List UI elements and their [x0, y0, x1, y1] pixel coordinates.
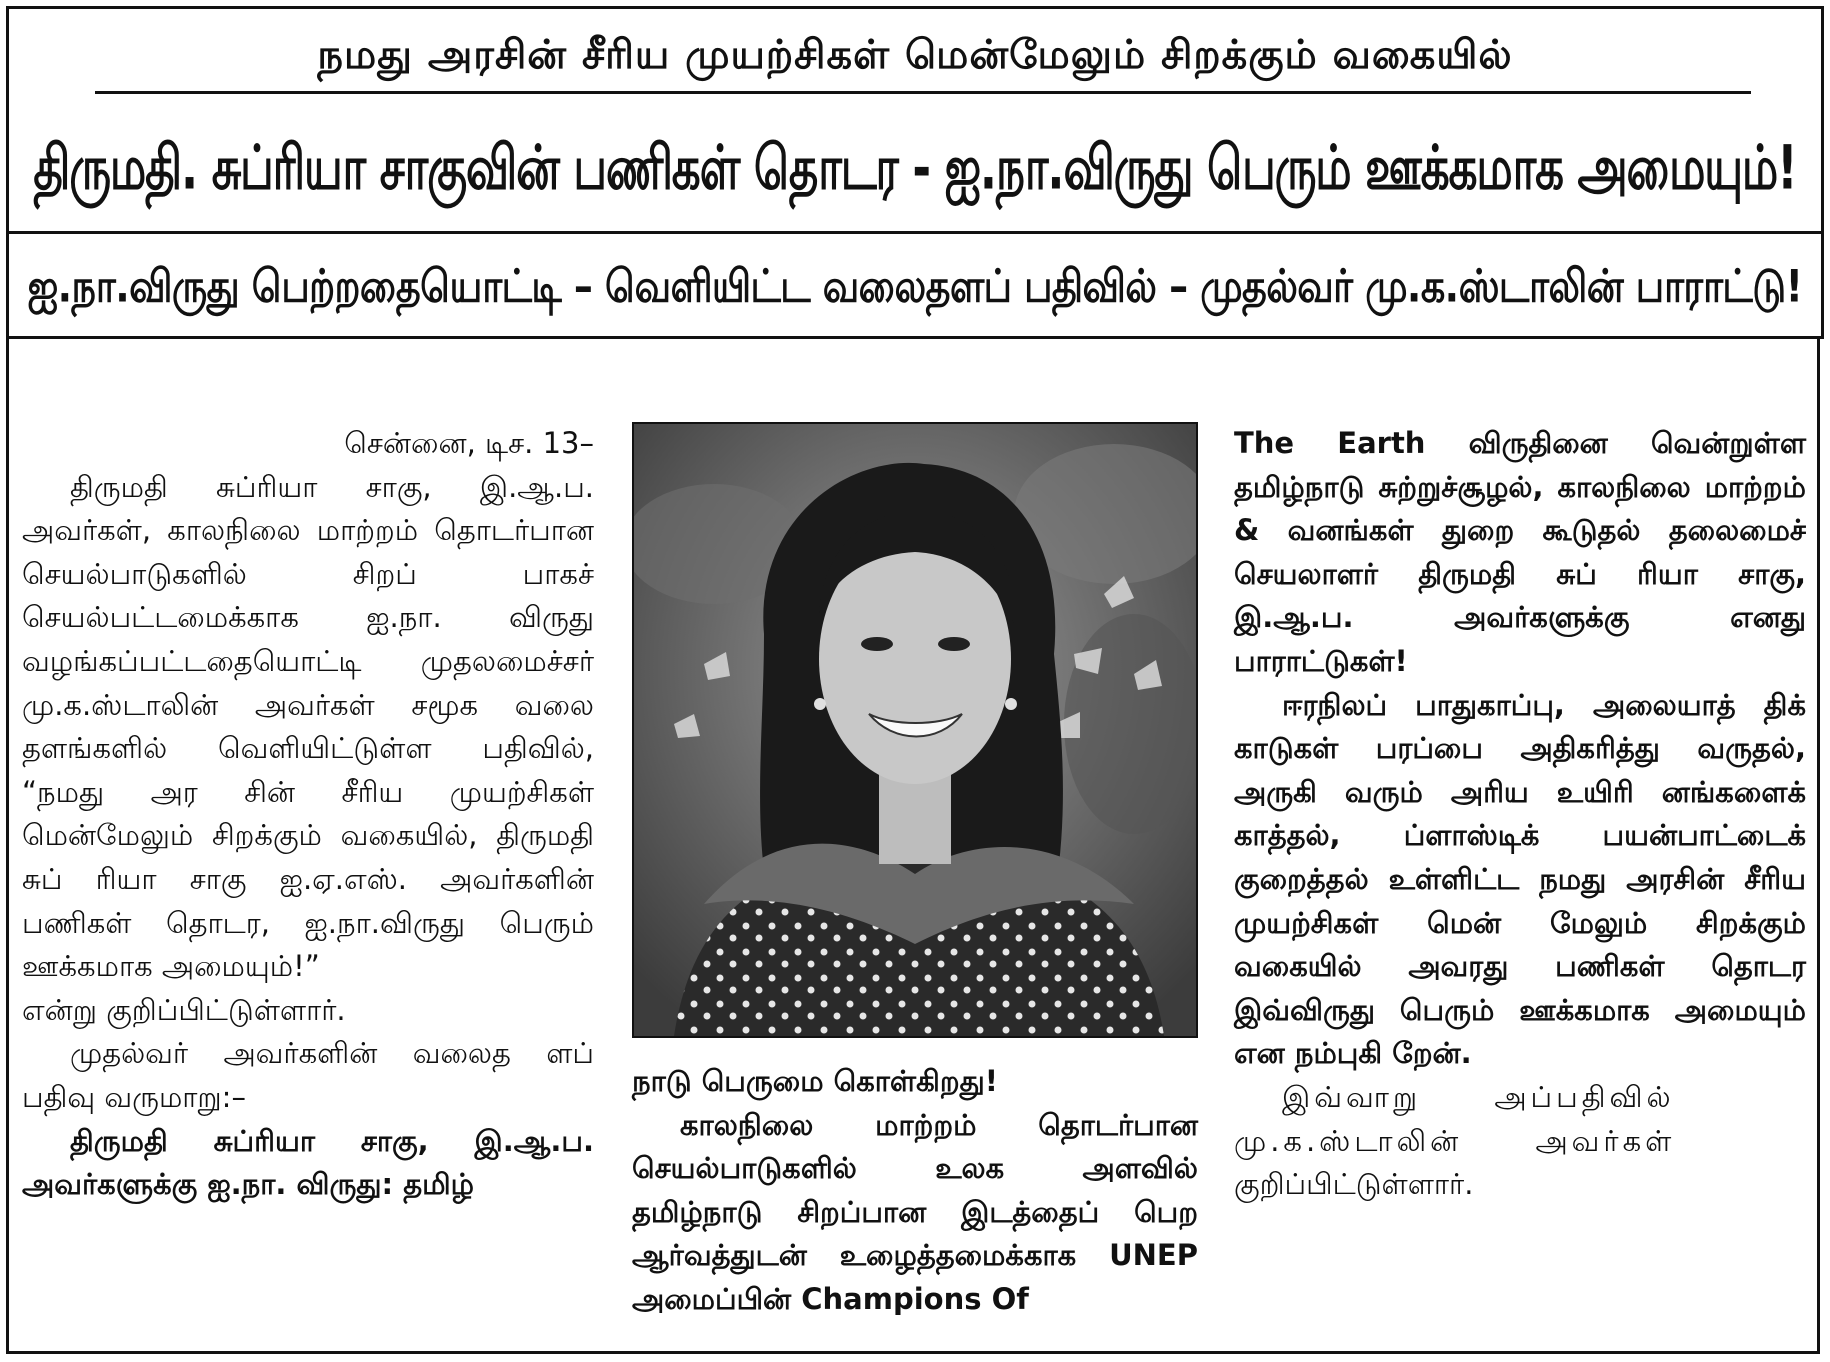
- right-paragraph-3-line-2: மு.க.ஸ்டாலின் அவர்கள்: [1234, 1123, 1676, 1158]
- main-headline: திருமதி. சுப்ரியா சாகுவின் பணிகள் தொடர - ஐ.நா.விருது பெரும் ஊக்கமாக அமையும்!: [33, 131, 1797, 204]
- right-paragraph-3-line-1: இவ்வாறு அப்பதிவில்: [1282, 1079, 1675, 1114]
- left-column: [22, 422, 594, 1207]
- left-paragraph-1-end: என்று குறிப்பிட்டுள்ளார்.: [22, 992, 346, 1027]
- portrait-photo: [632, 422, 1198, 1038]
- kicker-text: நமது அரசின் சீரிய முயற்சிகள் மென்மேலும் சிறக்கும் வகையில்: [317, 32, 1513, 78]
- subheadline-box: [6, 231, 1824, 339]
- right-column: [1234, 422, 1806, 1207]
- dateline: சென்னை, டிச. 13–: [344, 426, 594, 460]
- subheadline-text: ஐ.நா.விருது பெற்றதையொட்டி – வெளியிட்ட வலைதளப் பதிவில் – முதல்வர் மு.க.ஸ்டாலின் பாராட்டு!: [27, 260, 1803, 312]
- right-paragraph-3-line-3: குறிப்பிட்டுள்ளார்.: [1234, 1167, 1474, 1202]
- middle-paragraph-2: காலநிலை மாற்றம் தொடர்பான செயல்பாடுகளில் உலக அளவில் தமிழ்நாடு சிறப்பான இடத்தைப் பெற ஆர்வத்துடன் உழைத்தமைக்காக UNEP அமைப்பின் Champions Of: [632, 1107, 1198, 1316]
- headline-box: [6, 6, 1824, 234]
- middle-paragraph-1: நாடு பெருமை கொள்கிறது!: [632, 1064, 998, 1098]
- left-paragraph-2: முதல்வர் அவர்களின் வலைத ளப் பதிவு வருமாறு:–: [22, 1036, 594, 1114]
- left-paragraph-3: திருமதி சுப்ரியா சாகு, இ.ஆ.ப. அவர்களுக்கு ஐ.நா. விருது: தமிழ்: [22, 1123, 594, 1202]
- left-paragraph-1: திருமதி சுப்ரியா சாகு, இ.ஆ.ப. அவர்கள், காலநிலை மாற்றம் தொடர்பான செயல்பாடுகளில் சிறப் பாகச் செயல்பட்டமைக்காக ஐ.நா. விருது வழங்கப்பட்டதையொட்டி முதலமைச்சர் மு.க.ஸ்டாலின் அவர்கள் சமூக வலை தளங்களில் வெளியிட்டுள்ள பதிவில், “நமது அர சின் சீரிய முயற்சிகள் மென்மேலும் சிறக்கும் வகையில், திருமதி சுப் ரியா சாகு ஐ.ஏ.எஸ். அவர்களின் பணிகள் தொடர, ஐ.நா.விருது பெரும் ஊக்கமாக அமையும்!”: [22, 469, 594, 984]
- portrait-illustration: [634, 424, 1196, 1036]
- right-paragraph-2: ஈரநிலப் பாதுகாப்பு, அலையாத் திக் காடுகள் பரப்பை அதிகரித்து வருதல், அருகி வரும் அரிய உயிரி னங்களைக் காத்தல், ப்ளாஸ்டிக் பயன்பாட்டைக் குறைத்தல் உள்ளிட்ட நமது அரசின் சீரிய முயற்சிகள் மென் மேலும் சிறக்கும் வகையில் அவரது பணிகள் தொடர இவ்விருது பெரும் ஊக்கமாக அமையும் என நம்புகி றேன்.: [1234, 687, 1806, 1071]
- middle-column: [632, 1060, 1198, 1322]
- right-paragraph-1: The Earth விருதினை வென்றுள்ள தமிழ்நாடு சுற்றுச்சூழல், காலநிலை மாற்றம் & வனங்கள் துறை கூடுதல் தலைமைச் செயலாளர் திருமதி சுப் ரியா சாகு, இ.ஆ.ப. அவர்களுக்கு எனது பாராட்டுகள்!: [1234, 426, 1806, 678]
- kicker-underline: [95, 91, 1751, 94]
